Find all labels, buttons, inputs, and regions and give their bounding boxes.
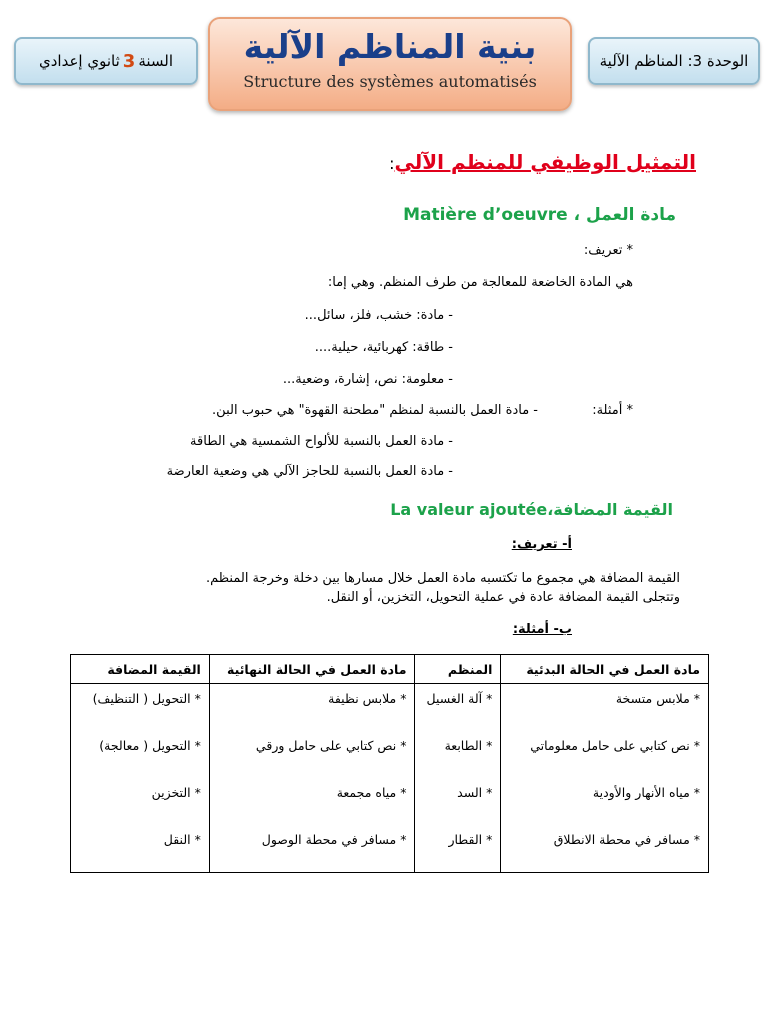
def-label: * تعريف:: [583, 243, 633, 258]
col-added-value: [71, 684, 210, 873]
table-cell: * مسافر في محطة الوصول: [261, 832, 407, 847]
table-cell: * مسافر في محطة الانطلاق: [553, 832, 700, 847]
title-banner: [208, 17, 572, 111]
def-item-info: - معلومة: نص، إشارة، وضعية...: [282, 372, 453, 387]
table-row: [71, 684, 709, 873]
title-colon: :: [389, 154, 395, 173]
table-cell: * مياه الأنهار والأودية: [592, 785, 700, 800]
table-cell: * التحويل ( معالجة): [99, 738, 201, 753]
def-text: هي المادة الخاضعة للمعالجة من طرف المنظم. وهي إما:: [327, 275, 633, 290]
table-cell: * آلة الغسيل: [426, 691, 493, 706]
header-added-value: القيمة المضافة: [71, 655, 210, 684]
header-system: المنظم: [415, 655, 501, 684]
def-item-material: - مادة: خشب، فلز، سائل...: [304, 308, 453, 323]
value-def-line1: القيمة المضافة هي مجموع ما تكتسبه مادة العمل خلال مسارها بين دخلة وخرجة المنظم.: [205, 571, 680, 586]
section1-title: مادة العمل ، Matière d’oeuvre: [403, 205, 676, 225]
value-examples-heading: ب- أمثلة:: [512, 622, 572, 637]
level-post: ثانوي إعدادي: [39, 52, 120, 70]
main-title: التمثيل الوظيفي للمنظم الآلي: [394, 150, 696, 174]
examples-table: [70, 654, 709, 873]
banner-title-fr: Structure des systèmes automatisés: [243, 72, 537, 91]
banner-title-ar: بنية المناظم الآلية: [243, 27, 537, 66]
table-cell: * ملابس نظيفة: [328, 691, 407, 706]
example-solar: - مادة العمل بالنسبة للألواح الشمسية هي الطاقة: [190, 434, 453, 449]
col-final-state: [209, 684, 415, 873]
main-title-row: [389, 150, 696, 174]
level-pre: السنة: [138, 52, 173, 70]
section2-title: القيمة المضافة،La valeur ajoutée: [390, 500, 673, 519]
table-cell: * التحويل ( التنظيف): [92, 691, 201, 706]
col-system: [415, 684, 501, 873]
unit-post: المناظم الآلية: [599, 52, 683, 70]
unit-tag: [588, 37, 760, 85]
section2-title-ar: القيمة المضافة: [553, 500, 673, 519]
table-cell: * نص كتابي على حامل ورقي: [255, 738, 407, 753]
col-initial-state: [501, 684, 709, 873]
level-number: 3: [122, 50, 136, 72]
table-cell: * ملابس متسخة: [615, 691, 700, 706]
table-header-row: [71, 655, 709, 684]
value-def-heading: أ- تعريف:: [511, 537, 572, 552]
table-cell: * السد: [457, 785, 493, 800]
section1-title-fr: Matière d’oeuvre: [403, 205, 568, 225]
table-cell: * القطار: [448, 832, 493, 847]
value-def-line2: وتتجلى القيمة المضافة عادة في عملية التحويل، التخزين، أو النقل.: [326, 590, 680, 605]
section1-title-ar: مادة العمل: [586, 205, 676, 225]
example-barrier: - مادة العمل بالنسبة للحاجز الآلي هي وضعية العارضة: [166, 464, 453, 479]
table-cell: * نص كتابي على حامل معلوماتي: [530, 738, 700, 753]
section2-title-fr: La valeur ajoutée: [390, 500, 548, 519]
header-initial-state: مادة العمل في الحالة البدئية: [501, 655, 709, 684]
header-final-state: مادة العمل في الحالة النهائية: [209, 655, 415, 684]
table-cell: * التخزين: [151, 785, 201, 800]
table-cell: * النقل: [163, 832, 201, 847]
example-coffee: - مادة العمل بالنسبة لمنظم "مطحنة القهوة" هي حبوب البن.: [212, 403, 538, 418]
unit-pre: الوحدة 3:: [687, 52, 749, 70]
table-cell: * الطابعة: [444, 738, 493, 753]
examples-label: * أمثلة:: [592, 403, 633, 418]
table-cell: * مياه مجمعة: [336, 785, 407, 800]
def-item-energy: - طاقة: كهربائية، حيلية....: [314, 340, 453, 355]
level-tag: [14, 37, 198, 85]
